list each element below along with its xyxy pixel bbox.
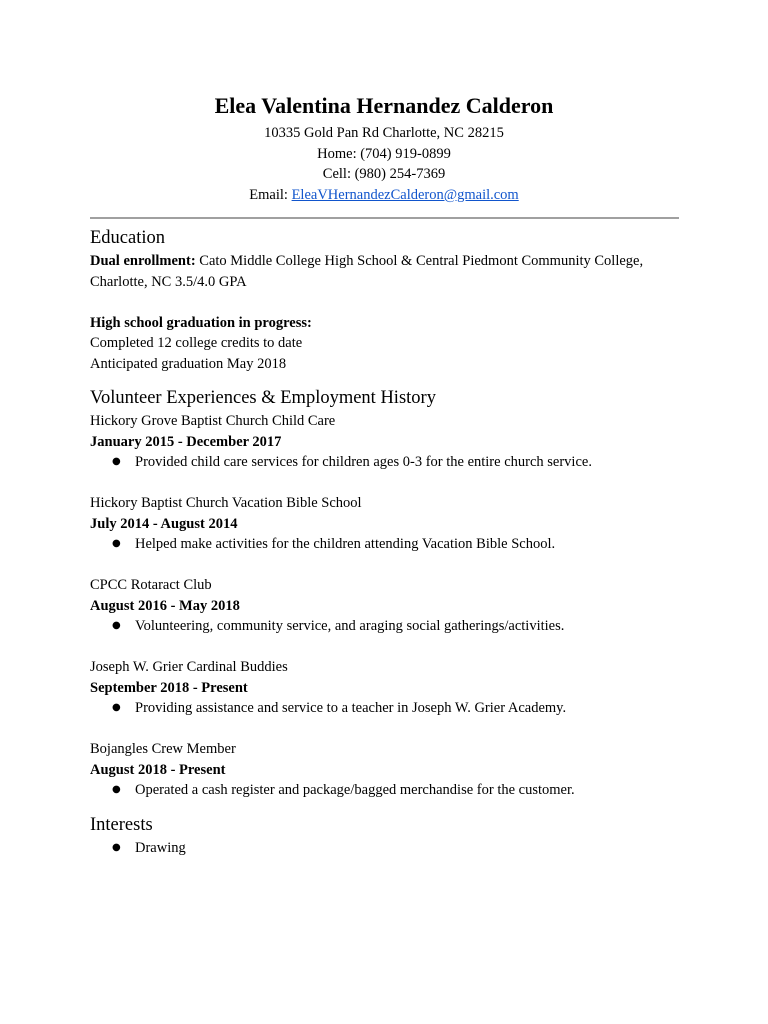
bullet-text: Providing assistance and service to a teacher in Joseph W. Grier Academy.	[135, 700, 567, 716]
bullet-item	[90, 452, 680, 473]
bullet-item	[90, 780, 680, 801]
graduation-label-text: High school graduation in progress:	[90, 314, 312, 331]
bullet-text: Helped make activities for the children attending Vacation Bible School.	[135, 536, 556, 552]
experience-dates: August 2016 - May 2018	[90, 597, 240, 614]
bullet-item	[90, 698, 680, 719]
experience-title: Bojangles Crew Member	[90, 741, 236, 757]
address: 10335 Gold Pan Rd Charlotte, NC 28215	[264, 125, 504, 141]
experience-item	[90, 739, 680, 801]
experience-item	[90, 411, 680, 473]
dual-enrollment	[90, 251, 680, 272]
bullet-item	[90, 534, 680, 555]
experience-item	[90, 575, 680, 637]
email-line	[0, 185, 768, 206]
experience-bullets	[90, 616, 680, 637]
email-label: Email:	[249, 186, 292, 203]
education-heading: Education	[90, 228, 166, 248]
experience-heading: Volunteer Experiences & Employment History	[90, 388, 436, 408]
home-phone: Home: (704) 919-0899	[317, 145, 451, 162]
education-section	[90, 226, 680, 374]
experience-bullets	[90, 780, 680, 801]
bullet-text: Provided child care services for children ages 0-3 for the entire church service.	[135, 454, 592, 470]
graduation-label	[90, 313, 680, 334]
experience-item	[90, 657, 680, 719]
experience-dates: July 2014 - August 2014	[90, 515, 238, 532]
experience-section	[90, 386, 680, 801]
experience-title: Joseph W. Grier Cardinal Buddies	[90, 659, 288, 675]
experience-bullets	[90, 534, 680, 555]
bullet-icon: ●	[112, 620, 121, 631]
interests-heading: Interests	[90, 814, 153, 835]
bullet-item	[90, 616, 680, 637]
experience-title: Hickory Grove Baptist Church Child Care	[90, 413, 336, 429]
college-credits: Completed 12 college credits to date	[90, 335, 303, 351]
resume-body	[90, 226, 680, 858]
experience-item	[90, 493, 680, 555]
email-link[interactable]: EleaVHernandezCalderon@gmail.com	[291, 186, 519, 203]
bullet-icon: ●	[112, 784, 121, 795]
experience-dates: January 2015 - December 2017	[90, 433, 282, 450]
experience-bullets	[90, 452, 680, 473]
interests-list	[90, 838, 680, 859]
bullet-text: Volunteering, community service, and araging social gatherings/activities.	[135, 618, 565, 634]
dual-enrollment-text-2: Charlotte, NC 3.5/4.0 GPA	[90, 273, 247, 290]
cell-phone: Cell: (980) 254-7369	[322, 166, 446, 182]
experience-title: Hickory Baptist Church Vacation Bible School	[90, 495, 362, 511]
dual-enrollment-text: Cato Middle College High School & Central Piedmont Community College,	[195, 253, 644, 269]
dual-enrollment-label: Dual enrollment:	[90, 253, 196, 269]
bullet-icon: ●	[112, 456, 121, 467]
bullet-icon: ●	[112, 841, 121, 853]
interest-item	[90, 838, 680, 859]
bullet-text: Operated a cash register and package/bagged merchandise for the customer.	[135, 782, 575, 798]
bullet-icon: ●	[112, 702, 121, 713]
horizontal-divider	[90, 217, 679, 219]
applicant-name: Elea Valentina Hernandez Calderon	[214, 93, 554, 118]
experience-dates: August 2018 - Present	[90, 761, 226, 778]
experience-dates: September 2018 - Present	[90, 679, 248, 696]
interests-section	[90, 813, 680, 859]
experience-bullets	[90, 698, 680, 719]
resume-header	[0, 92, 768, 205]
anticipated-graduation: Anticipated graduation May 2018	[90, 355, 287, 372]
experience-title: CPCC Rotaract Club	[90, 577, 212, 593]
interest-text: Drawing	[135, 839, 186, 856]
bullet-icon: ●	[112, 538, 121, 549]
